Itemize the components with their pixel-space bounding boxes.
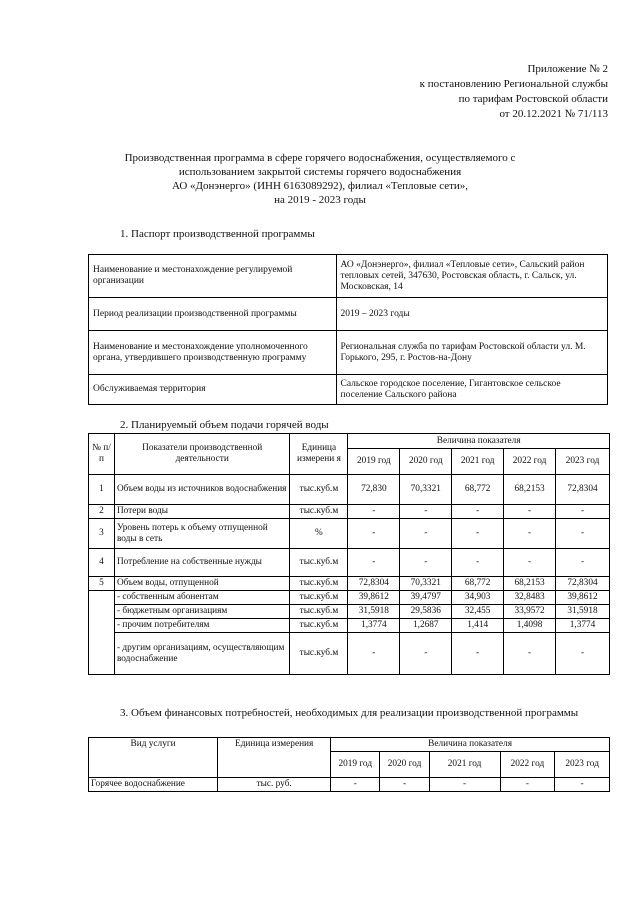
row-name: Объем воды, отпущенной bbox=[114, 577, 290, 591]
passport-value: 2019 – 2023 годы bbox=[336, 298, 607, 331]
cell-value: - bbox=[452, 549, 504, 577]
table-row bbox=[89, 591, 610, 605]
table-row bbox=[89, 505, 610, 519]
cell-value: 68,2153 bbox=[504, 577, 556, 591]
cell-value: 72,8304 bbox=[556, 577, 610, 591]
document-title bbox=[80, 151, 560, 207]
passport-label: Обслуживаемая территория bbox=[89, 375, 337, 405]
table-row bbox=[89, 375, 608, 405]
section1-heading: 1. Паспорт производственной программы bbox=[120, 228, 315, 240]
table-row bbox=[89, 298, 608, 331]
finance-table bbox=[88, 737, 610, 792]
row-unit: тыс.куб.м bbox=[290, 591, 348, 605]
row-service: Горячее водоснабжение bbox=[89, 778, 218, 792]
row-unit: тыс.куб.м bbox=[290, 577, 348, 591]
cell-value: 31,5918 bbox=[348, 605, 400, 619]
title-line: на 2019 - 2023 годы bbox=[274, 194, 366, 206]
row-num: 5 bbox=[89, 577, 115, 591]
col-header-year: 2022 год bbox=[504, 449, 556, 475]
table-row bbox=[89, 605, 610, 619]
cell-value: 72,830 bbox=[348, 475, 400, 505]
row-unit: тыс.куб.м bbox=[290, 619, 348, 633]
section3-heading: 3. Объем финансовых потребностей, необходимых для реализации производственной программы bbox=[120, 707, 579, 719]
cell-value: 1,3774 bbox=[556, 619, 610, 633]
appendix-line: к постановлению Региональной службы bbox=[419, 78, 608, 90]
cell-value: - bbox=[400, 633, 452, 675]
cell-value: 32,455 bbox=[452, 605, 504, 619]
cell-value: 68,772 bbox=[452, 577, 504, 591]
row-unit: тыс.куб.м bbox=[290, 475, 348, 505]
cell-value: - bbox=[504, 505, 556, 519]
table-row bbox=[89, 475, 610, 505]
row-num: 4 bbox=[89, 549, 115, 577]
cell-value: 39,4797 bbox=[400, 591, 452, 605]
title-line: АО «Донэнерго» (ИНН 6163089292), филиал «Тепловые сети», bbox=[171, 180, 469, 192]
row-unit: тыс.куб.м bbox=[290, 505, 348, 519]
cell-value: - bbox=[556, 505, 610, 519]
cell-value: - bbox=[452, 633, 504, 675]
cell-value: 31,5918 bbox=[556, 605, 610, 619]
table-row bbox=[89, 778, 610, 792]
row-name: Уровень потерь к объему отпущенной воды в сеть bbox=[114, 519, 290, 549]
cell-value: 70,3321 bbox=[400, 475, 452, 505]
col-header-year: 2020 год bbox=[380, 752, 429, 778]
row-num-empty bbox=[89, 591, 115, 675]
cell-value: - bbox=[504, 549, 556, 577]
row-name: - другим организациям, осуществляющим водоснабжение bbox=[114, 633, 290, 675]
cell-value: - bbox=[452, 519, 504, 549]
cell-value: 29,5836 bbox=[400, 605, 452, 619]
cell-value: - bbox=[555, 778, 610, 792]
cell-value: - bbox=[331, 778, 380, 792]
row-unit: % bbox=[290, 519, 348, 549]
col-header-year: 2020 год bbox=[400, 449, 452, 475]
col-header-indicator: Показатели производственной деятельности bbox=[114, 434, 290, 475]
cell-value: - bbox=[380, 778, 429, 792]
cell-value: - bbox=[400, 505, 452, 519]
col-header-year: 2023 год bbox=[555, 752, 610, 778]
row-name: - собственным абонентам bbox=[114, 591, 290, 605]
row-num: 2 bbox=[89, 505, 115, 519]
col-header-year: 2023 год bbox=[556, 449, 610, 475]
table-row bbox=[89, 549, 610, 577]
passport-table bbox=[88, 254, 608, 405]
row-name: Потребление на собственные нужды bbox=[114, 549, 290, 577]
cell-value: 32,8483 bbox=[504, 591, 556, 605]
table-row bbox=[89, 255, 608, 298]
cell-value: 34,903 bbox=[452, 591, 504, 605]
passport-label: Наименование и местонахождение уполномоченного органа, утвердившего производственную программу bbox=[89, 331, 337, 375]
table-row bbox=[89, 519, 610, 549]
cell-value: - bbox=[348, 633, 400, 675]
cell-value: 70,3321 bbox=[400, 577, 452, 591]
table-row bbox=[89, 619, 610, 633]
col-header-year: 2021 год bbox=[429, 752, 500, 778]
cell-value: - bbox=[504, 519, 556, 549]
cell-value: - bbox=[400, 549, 452, 577]
col-header-year: 2022 год bbox=[500, 752, 555, 778]
passport-label: Наименование и местонахождение регулируемой организации bbox=[89, 255, 337, 298]
cell-value: 72,8304 bbox=[348, 577, 400, 591]
cell-value: 1,414 bbox=[452, 619, 504, 633]
volume-table bbox=[88, 433, 610, 675]
passport-label: Период реализации производственной программы bbox=[89, 298, 337, 331]
title-line: Производственная программа в сфере горячего водоснабжения, осуществляемого с bbox=[124, 152, 516, 164]
appendix-block bbox=[308, 62, 608, 122]
row-name: Объем воды из источников водоснабжения bbox=[114, 475, 290, 505]
cell-value: - bbox=[452, 505, 504, 519]
row-unit: тыс.куб.м bbox=[290, 633, 348, 675]
table-header-row bbox=[89, 434, 610, 449]
cell-value: - bbox=[556, 549, 610, 577]
table-row bbox=[89, 633, 610, 675]
cell-value: 1,2687 bbox=[400, 619, 452, 633]
cell-value: 39,8612 bbox=[556, 591, 610, 605]
col-header-service: Вид услуги bbox=[89, 738, 218, 778]
cell-value: - bbox=[429, 778, 500, 792]
cell-value: - bbox=[400, 519, 452, 549]
col-header-year: 2019 год bbox=[348, 449, 400, 475]
row-unit: тыс.куб.м bbox=[290, 605, 348, 619]
cell-value: - bbox=[556, 633, 610, 675]
appendix-line: Приложение № 2 bbox=[527, 63, 608, 75]
section2-heading: 2. Планируемый объем подачи горячей воды bbox=[120, 419, 329, 431]
col-header-value: Величина показателя bbox=[348, 434, 610, 449]
row-unit: тыс. руб. bbox=[218, 778, 331, 792]
passport-value: Региональная служба по тарифам Ростовской области ул. М. Горького, 295, г. Ростов-на-Дону bbox=[336, 331, 607, 375]
cell-value: 68,2153 bbox=[504, 475, 556, 505]
cell-value: 39,8612 bbox=[348, 591, 400, 605]
appendix-line: по тарифам Ростовской области bbox=[458, 93, 608, 105]
cell-value: 33,9572 bbox=[504, 605, 556, 619]
table-row bbox=[89, 577, 610, 591]
row-name: - прочим потребителям bbox=[114, 619, 290, 633]
cell-value: 72,8304 bbox=[556, 475, 610, 505]
cell-value: - bbox=[348, 519, 400, 549]
cell-value: - bbox=[556, 519, 610, 549]
appendix-line: от 20.12.2021 № 71/113 bbox=[499, 108, 608, 120]
col-header-year: 2019 год bbox=[331, 752, 380, 778]
cell-value: - bbox=[500, 778, 555, 792]
col-header-value: Величина показателя bbox=[331, 738, 610, 752]
col-header-year: 2021 год bbox=[452, 449, 504, 475]
cell-value: 1,3774 bbox=[348, 619, 400, 633]
col-header-num: № п/ п bbox=[89, 434, 115, 475]
cell-value: - bbox=[348, 549, 400, 577]
table-header-row bbox=[89, 738, 610, 752]
cell-value: 68,772 bbox=[452, 475, 504, 505]
passport-value: Сальское городское поселение, Гигантовское сельское поселение Сальского района bbox=[336, 375, 607, 405]
row-name: Потери воды bbox=[114, 505, 290, 519]
row-num: 1 bbox=[89, 475, 115, 505]
row-unit: тыс.куб.м bbox=[290, 549, 348, 577]
cell-value: 1,4098 bbox=[504, 619, 556, 633]
col-header-unit: Единица измерения bbox=[218, 738, 331, 778]
table-row bbox=[89, 331, 608, 375]
row-num: 3 bbox=[89, 519, 115, 549]
title-line: использованием закрытой системы горячего водоснабжения bbox=[178, 166, 462, 178]
col-header-unit: Единица измерени я bbox=[290, 434, 348, 475]
passport-value: АО «Донэнерго», филиал «Тепловые сети», Сальский район тепловых сетей, 347630, Ростовская область, г. Сальск, ул. Московская, 14 bbox=[336, 255, 607, 298]
row-name: - бюджетным организациям bbox=[114, 605, 290, 619]
cell-value: - bbox=[504, 633, 556, 675]
cell-value: - bbox=[348, 505, 400, 519]
